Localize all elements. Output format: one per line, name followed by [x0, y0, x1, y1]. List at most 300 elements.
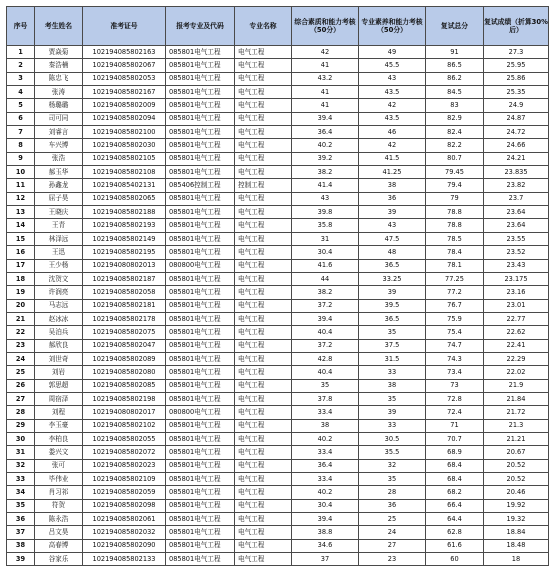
program-code-cell: 085801电气工程 — [166, 112, 235, 125]
table-row — [7, 392, 549, 405]
program-code-cell: 085801电气工程 — [166, 339, 235, 352]
comprehensive-score-cell: 39.4 — [292, 513, 359, 526]
row-number-cell: 4 — [7, 86, 35, 99]
table-row — [7, 446, 549, 459]
row-number-cell: 22 — [7, 326, 35, 339]
professional-score-cell: 38 — [359, 379, 426, 392]
specialty-name-cell: 电气工程 — [235, 99, 292, 112]
exam-id-cell: 102194085802059 — [83, 486, 166, 499]
comprehensive-score-cell: 33.4 — [292, 406, 359, 419]
program-code-cell: 085801电气工程 — [166, 513, 235, 526]
total-score-cell: 72.8 — [426, 392, 484, 405]
exam-id-cell: 102194085802109 — [83, 473, 166, 486]
specialty-name-cell: 电气工程 — [235, 312, 292, 325]
col-header-comprehensive: 综合素质和能力考核（50分） — [292, 7, 359, 46]
row-number-cell: 17 — [7, 259, 35, 272]
exam-id-cell: 102194085802090 — [83, 539, 166, 552]
program-code-cell: 085801电气工程 — [166, 152, 235, 165]
weighted-score-cell: 21.21 — [484, 432, 549, 445]
specialty-name-cell: 电气工程 — [235, 553, 292, 566]
row-number-cell: 9 — [7, 152, 35, 165]
exam-id-cell: 102194085802198 — [83, 392, 166, 405]
comprehensive-score-cell: 43.2 — [292, 72, 359, 85]
weighted-score-cell: 20.67 — [484, 446, 549, 459]
weighted-score-cell: 21.72 — [484, 406, 549, 419]
specialty-name-cell: 电气工程 — [235, 59, 292, 72]
exam-id-cell: 102194085802163 — [83, 46, 166, 59]
comprehensive-score-cell: 40.2 — [292, 486, 359, 499]
student-name-cell: 王少杨 — [35, 259, 83, 272]
professional-score-cell: 35.5 — [359, 446, 426, 459]
exam-id-cell: 102194085802100 — [83, 126, 166, 139]
program-code-cell: 085801电气工程 — [166, 526, 235, 539]
col-header-weighted: 复试成绩（折算30%后） — [484, 7, 549, 46]
row-number-cell: 39 — [7, 553, 35, 566]
score-table-container — [6, 6, 549, 566]
specialty-name-cell: 控制工程 — [235, 179, 292, 192]
total-score-cell: 78.8 — [426, 219, 484, 232]
table-row — [7, 499, 549, 512]
total-score-cell: 68.9 — [426, 446, 484, 459]
total-score-cell: 86.2 — [426, 72, 484, 85]
specialty-name-cell: 电气工程 — [235, 459, 292, 472]
professional-score-cell: 38 — [359, 179, 426, 192]
exam-id-cell: 102194085802067 — [83, 59, 166, 72]
program-code-cell: 085801电气工程 — [166, 86, 235, 99]
weighted-score-cell: 21.84 — [484, 392, 549, 405]
weighted-score-cell: 20.52 — [484, 473, 549, 486]
professional-score-cell: 48 — [359, 246, 426, 259]
student-name-cell: 张浩 — [35, 152, 83, 165]
comprehensive-score-cell: 35.8 — [292, 219, 359, 232]
comprehensive-score-cell: 37.8 — [292, 392, 359, 405]
professional-score-cell: 32 — [359, 459, 426, 472]
table-row — [7, 459, 549, 472]
program-code-cell: 085801电气工程 — [166, 286, 235, 299]
student-name-cell: 林泽远 — [35, 232, 83, 245]
exam-id-cell: 102194085802058 — [83, 286, 166, 299]
professional-score-cell: 33.25 — [359, 272, 426, 285]
table-row — [7, 259, 549, 272]
exam-id-cell: 102194085802149 — [83, 232, 166, 245]
total-score-cell: 75.9 — [426, 312, 484, 325]
weighted-score-cell: 23.16 — [484, 286, 549, 299]
comprehensive-score-cell: 44 — [292, 272, 359, 285]
total-score-cell: 73 — [426, 379, 484, 392]
row-number-cell: 8 — [7, 139, 35, 152]
comprehensive-score-cell: 43 — [292, 192, 359, 205]
total-score-cell: 66.4 — [426, 499, 484, 512]
program-code-cell: 085801电气工程 — [166, 392, 235, 405]
total-score-cell: 74.7 — [426, 339, 484, 352]
total-score-cell: 83 — [426, 99, 484, 112]
specialty-name-cell: 电气工程 — [235, 473, 292, 486]
weighted-score-cell: 21.9 — [484, 379, 549, 392]
col-header-name: 考生姓名 — [35, 7, 83, 46]
total-score-cell: 60 — [426, 553, 484, 566]
program-code-cell: 085801电气工程 — [166, 553, 235, 566]
table-row — [7, 326, 549, 339]
professional-score-cell: 46 — [359, 126, 426, 139]
student-name-cell: 王迅 — [35, 246, 83, 259]
comprehensive-score-cell: 30.4 — [292, 499, 359, 512]
table-row — [7, 299, 549, 312]
program-code-cell: 085801电气工程 — [166, 352, 235, 365]
comprehensive-score-cell: 33.4 — [292, 473, 359, 486]
exam-id-cell: 102194085802009 — [83, 99, 166, 112]
total-score-cell: 76.7 — [426, 299, 484, 312]
comprehensive-score-cell: 38.8 — [292, 526, 359, 539]
weighted-score-cell: 21.3 — [484, 419, 549, 432]
program-code-cell: 085801电气工程 — [166, 139, 235, 152]
total-score-cell: 82.4 — [426, 126, 484, 139]
exam-id-cell: 102194085802085 — [83, 379, 166, 392]
exam-id-cell: 102194085802181 — [83, 299, 166, 312]
student-name-cell: 司可同 — [35, 112, 83, 125]
total-score-cell: 70.7 — [426, 432, 484, 445]
comprehensive-score-cell: 31 — [292, 232, 359, 245]
weighted-score-cell: 23.52 — [484, 246, 549, 259]
specialty-name-cell: 电气工程 — [235, 139, 292, 152]
exam-id-cell: 102194085802188 — [83, 206, 166, 219]
comprehensive-score-cell: 39.4 — [292, 312, 359, 325]
row-number-cell: 16 — [7, 246, 35, 259]
student-name-cell: 王青 — [35, 219, 83, 232]
comprehensive-score-cell: 40.2 — [292, 432, 359, 445]
table-row — [7, 553, 549, 566]
weighted-score-cell: 23.01 — [484, 299, 549, 312]
weighted-score-cell: 22.02 — [484, 366, 549, 379]
comprehensive-score-cell: 42 — [292, 46, 359, 59]
student-name-cell: 周宿泽 — [35, 392, 83, 405]
row-number-cell: 36 — [7, 513, 35, 526]
comprehensive-score-cell: 36.4 — [292, 126, 359, 139]
table-row — [7, 539, 549, 552]
weighted-score-cell: 24.9 — [484, 99, 549, 112]
table-row — [7, 526, 549, 539]
specialty-name-cell: 电气工程 — [235, 539, 292, 552]
weighted-score-cell: 18.84 — [484, 526, 549, 539]
comprehensive-score-cell: 37 — [292, 553, 359, 566]
student-name-cell: 谷家乐 — [35, 553, 83, 566]
program-code-cell: 085801电气工程 — [166, 459, 235, 472]
comprehensive-score-cell: 39.4 — [292, 112, 359, 125]
exam-id-cell: 102194085802102 — [83, 419, 166, 432]
row-number-cell: 25 — [7, 366, 35, 379]
table-row — [7, 59, 549, 72]
specialty-name-cell: 电气工程 — [235, 46, 292, 59]
row-number-cell: 5 — [7, 99, 35, 112]
row-number-cell: 7 — [7, 126, 35, 139]
row-number-cell: 33 — [7, 473, 35, 486]
total-score-cell: 78.8 — [426, 206, 484, 219]
table-row — [7, 112, 549, 125]
professional-score-cell: 43.5 — [359, 86, 426, 99]
weighted-score-cell: 23.55 — [484, 232, 549, 245]
professional-score-cell: 35 — [359, 326, 426, 339]
professional-score-cell: 47.5 — [359, 232, 426, 245]
program-code-cell: 085801电气工程 — [166, 446, 235, 459]
student-name-cell: 郭思超 — [35, 379, 83, 392]
student-name-cell: 刘世奇 — [35, 352, 83, 365]
professional-score-cell: 36.5 — [359, 312, 426, 325]
program-code-cell: 085801电气工程 — [166, 126, 235, 139]
total-score-cell: 82.2 — [426, 139, 484, 152]
exam-id-cell: 102194085802167 — [83, 86, 166, 99]
specialty-name-cell: 电气工程 — [235, 272, 292, 285]
exam-id-cell: 102194080802017 — [83, 406, 166, 419]
row-number-cell: 11 — [7, 179, 35, 192]
table-row — [7, 179, 549, 192]
specialty-name-cell: 电气工程 — [235, 379, 292, 392]
comprehensive-score-cell: 41 — [292, 59, 359, 72]
comprehensive-score-cell: 40.4 — [292, 326, 359, 339]
professional-score-cell: 35 — [359, 473, 426, 486]
exam-id-cell: 102194085802080 — [83, 366, 166, 379]
row-number-cell: 12 — [7, 192, 35, 205]
program-code-cell: 085801电气工程 — [166, 246, 235, 259]
weighted-score-cell: 18 — [484, 553, 549, 566]
exam-id-cell: 102194085802105 — [83, 152, 166, 165]
specialty-name-cell: 电气工程 — [235, 499, 292, 512]
weighted-score-cell: 24.66 — [484, 139, 549, 152]
table-row — [7, 46, 549, 59]
professional-score-cell: 35 — [359, 392, 426, 405]
specialty-name-cell: 电气工程 — [235, 126, 292, 139]
specialty-name-cell: 电气工程 — [235, 112, 292, 125]
student-name-cell: 秦浩楠 — [35, 59, 83, 72]
program-code-cell: 085801电气工程 — [166, 312, 235, 325]
specialty-name-cell: 电气工程 — [235, 219, 292, 232]
professional-score-cell: 39 — [359, 286, 426, 299]
comprehensive-score-cell: 42.8 — [292, 352, 359, 365]
col-header-no: 序号 — [7, 7, 35, 46]
row-number-cell: 35 — [7, 499, 35, 512]
student-name-cell: 贾焱菊 — [35, 46, 83, 59]
exam-id-cell: 102194080802013 — [83, 259, 166, 272]
student-name-cell: 王晓庆 — [35, 206, 83, 219]
row-number-cell: 21 — [7, 312, 35, 325]
total-score-cell: 68.4 — [426, 473, 484, 486]
comprehensive-score-cell: 41.6 — [292, 259, 359, 272]
row-number-cell: 20 — [7, 299, 35, 312]
comprehensive-score-cell: 40.2 — [292, 139, 359, 152]
exam-id-cell: 102194085802193 — [83, 219, 166, 232]
program-code-cell: 085801电气工程 — [166, 232, 235, 245]
total-score-cell: 78.4 — [426, 246, 484, 259]
student-name-cell: 郝玉华 — [35, 166, 83, 179]
exam-id-cell: 102194085802053 — [83, 72, 166, 85]
professional-score-cell: 42 — [359, 99, 426, 112]
exam-id-cell: 102194085802047 — [83, 339, 166, 352]
specialty-name-cell: 电气工程 — [235, 152, 292, 165]
total-score-cell: 79.45 — [426, 166, 484, 179]
table-row — [7, 379, 549, 392]
comprehensive-score-cell: 35 — [292, 379, 359, 392]
student-name-cell: 沈贺文 — [35, 272, 83, 285]
professional-score-cell: 23 — [359, 553, 426, 566]
col-header-program: 报考专业及代码 — [166, 7, 235, 46]
specialty-name-cell: 电气工程 — [235, 526, 292, 539]
program-code-cell: 085801电气工程 — [166, 379, 235, 392]
professional-score-cell: 36 — [359, 192, 426, 205]
total-score-cell: 77.2 — [426, 286, 484, 299]
student-name-cell: 车兴博 — [35, 139, 83, 152]
table-row — [7, 312, 549, 325]
total-score-cell: 80.7 — [426, 152, 484, 165]
professional-score-cell: 36 — [359, 499, 426, 512]
total-score-cell: 72.4 — [426, 406, 484, 419]
specialty-name-cell: 电气工程 — [235, 192, 292, 205]
total-score-cell: 78.1 — [426, 259, 484, 272]
weighted-score-cell: 22.62 — [484, 326, 549, 339]
program-code-cell: 085801电气工程 — [166, 499, 235, 512]
row-number-cell: 18 — [7, 272, 35, 285]
professional-score-cell: 49 — [359, 46, 426, 59]
weighted-score-cell: 22.77 — [484, 312, 549, 325]
table-row — [7, 246, 549, 259]
specialty-name-cell: 电气工程 — [235, 286, 292, 299]
comprehensive-score-cell: 41.4 — [292, 179, 359, 192]
table-body — [7, 46, 549, 566]
row-number-cell: 6 — [7, 112, 35, 125]
total-score-cell: 74.3 — [426, 352, 484, 365]
specialty-name-cell: 电气工程 — [235, 513, 292, 526]
weighted-score-cell: 23.82 — [484, 179, 549, 192]
student-name-cell: 毕伟业 — [35, 473, 83, 486]
row-number-cell: 28 — [7, 406, 35, 419]
row-number-cell: 3 — [7, 72, 35, 85]
specialty-name-cell: 电气工程 — [235, 446, 292, 459]
exam-id-cell: 102194085802089 — [83, 352, 166, 365]
weighted-score-cell: 19.32 — [484, 513, 549, 526]
table-row — [7, 473, 549, 486]
professional-score-cell: 39 — [359, 206, 426, 219]
total-score-cell: 68.2 — [426, 486, 484, 499]
professional-score-cell: 25 — [359, 513, 426, 526]
table-row — [7, 232, 549, 245]
specialty-name-cell: 电气工程 — [235, 366, 292, 379]
student-name-cell: 刘程 — [35, 406, 83, 419]
specialty-name-cell: 电气工程 — [235, 352, 292, 365]
weighted-score-cell: 24.72 — [484, 126, 549, 139]
total-score-cell: 86.5 — [426, 59, 484, 72]
student-name-cell: 孙鑫龙 — [35, 179, 83, 192]
professional-score-cell: 43.5 — [359, 112, 426, 125]
weighted-score-cell: 22.41 — [484, 339, 549, 352]
table-row — [7, 366, 549, 379]
comprehensive-score-cell: 40.4 — [292, 366, 359, 379]
professional-score-cell: 24 — [359, 526, 426, 539]
professional-score-cell: 39.5 — [359, 299, 426, 312]
col-header-specialty: 专业名称 — [235, 7, 292, 46]
program-code-cell: 085801电气工程 — [166, 72, 235, 85]
specialty-name-cell: 电气工程 — [235, 86, 292, 99]
total-score-cell: 71 — [426, 419, 484, 432]
weighted-score-cell: 24.21 — [484, 152, 549, 165]
comprehensive-score-cell: 33.4 — [292, 446, 359, 459]
weighted-score-cell: 19.92 — [484, 499, 549, 512]
professional-score-cell: 39 — [359, 406, 426, 419]
professional-score-cell: 31.5 — [359, 352, 426, 365]
comprehensive-score-cell: 38.2 — [292, 166, 359, 179]
comprehensive-score-cell: 38 — [292, 419, 359, 432]
comprehensive-score-cell: 36.4 — [292, 459, 359, 472]
row-number-cell: 1 — [7, 46, 35, 59]
student-name-cell: 陈永浩 — [35, 513, 83, 526]
row-number-cell: 13 — [7, 206, 35, 219]
row-number-cell: 15 — [7, 232, 35, 245]
program-code-cell: 085801电气工程 — [166, 473, 235, 486]
weighted-score-cell: 18.48 — [484, 539, 549, 552]
exam-id-cell: 102194085802187 — [83, 272, 166, 285]
program-code-cell: 085801电气工程 — [166, 192, 235, 205]
row-number-cell: 34 — [7, 486, 35, 499]
col-header-exam-id: 准考证号 — [83, 7, 166, 46]
professional-score-cell: 43 — [359, 219, 426, 232]
specialty-name-cell: 电气工程 — [235, 406, 292, 419]
exam-id-cell: 102194085802072 — [83, 446, 166, 459]
program-code-cell: 085801电气工程 — [166, 99, 235, 112]
professional-score-cell: 42 — [359, 139, 426, 152]
professional-score-cell: 41.25 — [359, 166, 426, 179]
weighted-score-cell: 23.7 — [484, 192, 549, 205]
student-name-cell: 肖习祁 — [35, 486, 83, 499]
table-row — [7, 126, 549, 139]
program-code-cell: 085801电气工程 — [166, 166, 235, 179]
professional-score-cell: 28 — [359, 486, 426, 499]
row-number-cell: 24 — [7, 352, 35, 365]
total-score-cell: 77.25 — [426, 272, 484, 285]
student-name-cell: 屈子昊 — [35, 192, 83, 205]
weighted-score-cell: 23.64 — [484, 206, 549, 219]
exam-id-cell: 102194085802133 — [83, 553, 166, 566]
specialty-name-cell: 电气工程 — [235, 72, 292, 85]
comprehensive-score-cell: 38.2 — [292, 286, 359, 299]
weighted-score-cell: 23.64 — [484, 219, 549, 232]
specialty-name-cell: 电气工程 — [235, 326, 292, 339]
row-number-cell: 23 — [7, 339, 35, 352]
program-code-cell: 085801电气工程 — [166, 46, 235, 59]
table-row — [7, 99, 549, 112]
total-score-cell: 79.4 — [426, 179, 484, 192]
row-number-cell: 31 — [7, 446, 35, 459]
comprehensive-score-cell: 41 — [292, 86, 359, 99]
program-code-cell: 085801电气工程 — [166, 486, 235, 499]
student-name-cell: 高春博 — [35, 539, 83, 552]
specialty-name-cell: 电气工程 — [235, 339, 292, 352]
row-number-cell: 29 — [7, 419, 35, 432]
table-row — [7, 432, 549, 445]
professional-score-cell: 33 — [359, 419, 426, 432]
student-name-cell: 杨璐璐 — [35, 99, 83, 112]
professional-score-cell: 45.5 — [359, 59, 426, 72]
student-name-cell: 刘睿言 — [35, 126, 83, 139]
table-row — [7, 406, 549, 419]
professional-score-cell: 37.5 — [359, 339, 426, 352]
program-code-cell: 085801电气工程 — [166, 59, 235, 72]
comprehensive-score-cell: 39.8 — [292, 206, 359, 219]
weighted-score-cell: 25.95 — [484, 59, 549, 72]
professional-score-cell: 33 — [359, 366, 426, 379]
exam-id-cell: 102194085802065 — [83, 192, 166, 205]
row-number-cell: 26 — [7, 379, 35, 392]
specialty-name-cell: 电气工程 — [235, 246, 292, 259]
table-row — [7, 419, 549, 432]
comprehensive-score-cell: 34.6 — [292, 539, 359, 552]
professional-score-cell: 27 — [359, 539, 426, 552]
exam-id-cell: 102194085802032 — [83, 526, 166, 539]
